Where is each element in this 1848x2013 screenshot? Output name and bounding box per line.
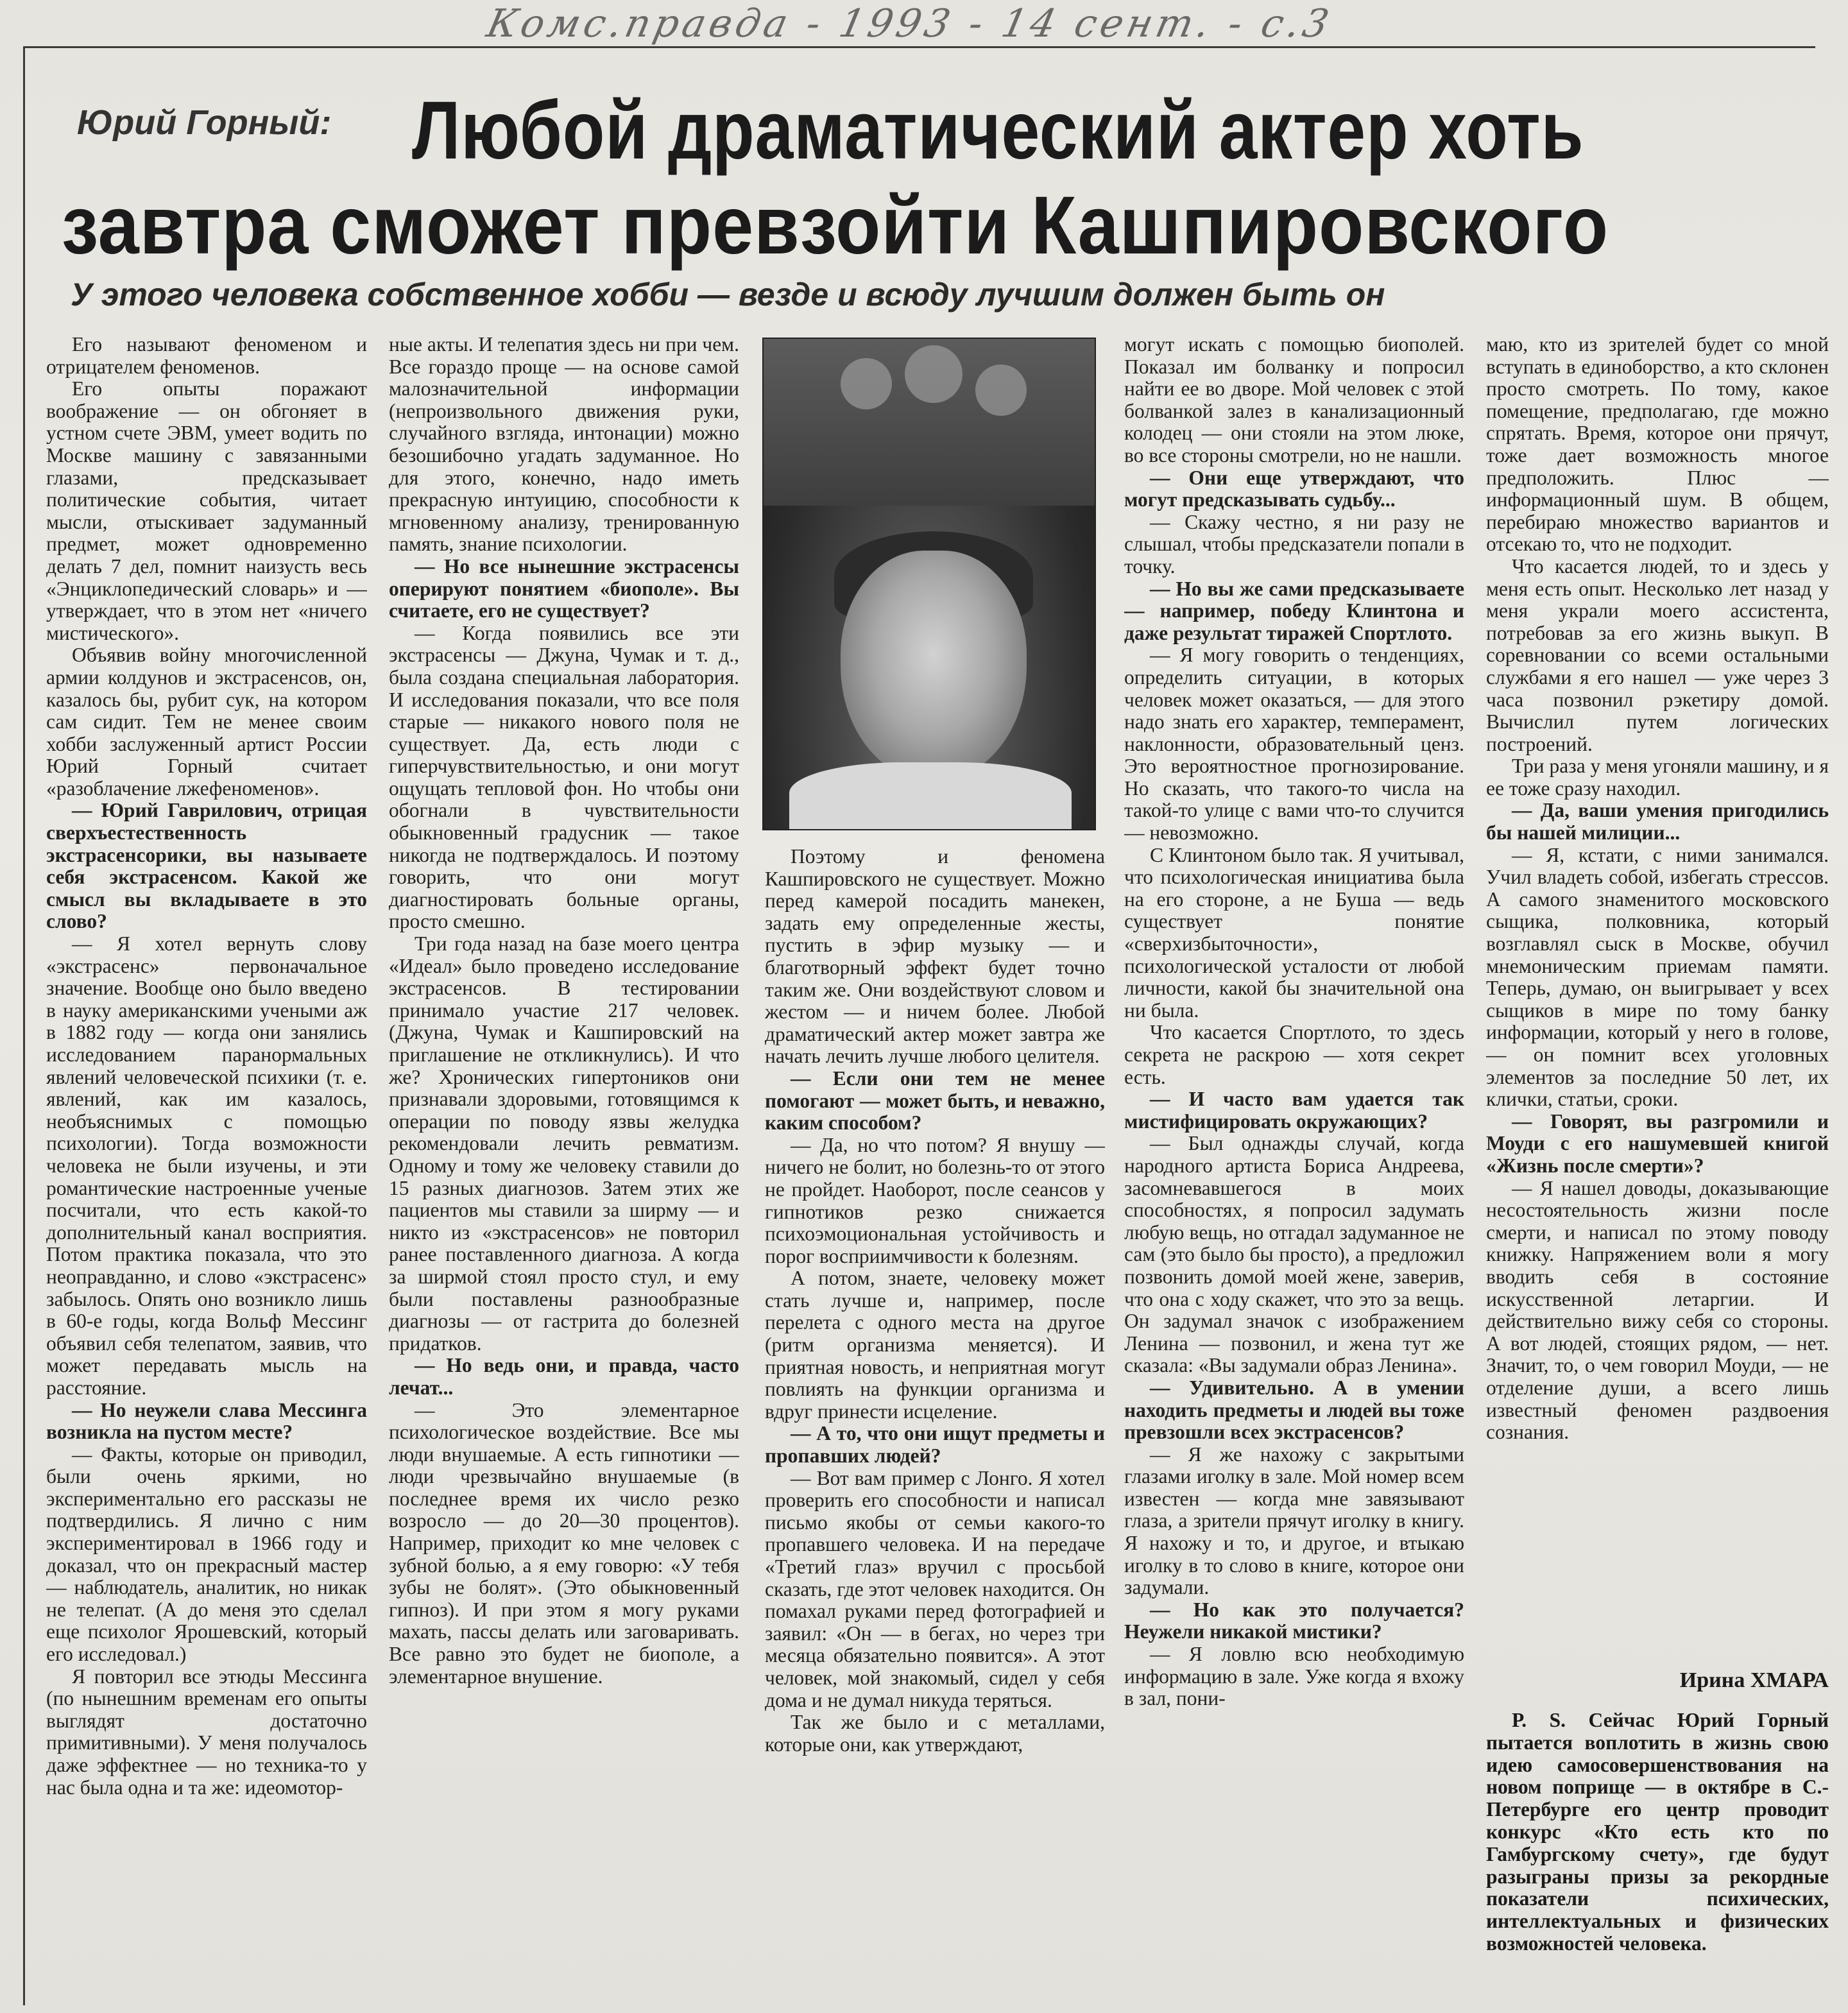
interview-question: — Но все нынешние экстрасенсы оперируют понятием «биополе». Вы считаете, его не существует? [389, 554, 739, 622]
interview-question: — Говорят, вы разгромили и Моуди с его нашумевшей книгой «Жизнь после смерти»? [1486, 1109, 1829, 1177]
interview-question: — Но неужели слава Мессинга возникла на пустом месте? [46, 1398, 367, 1444]
article-paragraph: Его опыты поражают воображение — он обгоняет в устном счете ЭВМ, умеет водить по Москве машину с завязанными глазами, предсказывает политические события, читает мысли, отыскивает задуманный предмет, может одновременно делать 7 дел, помнит наизусть весь «Энциклопедический словарь» и — утверждает, что в этом нет «ничего мистического». [46, 377, 367, 644]
interview-question: — Но как это получается? Неужели никакой мистики? [1124, 1598, 1464, 1643]
article-paragraph: — Факты, которые он приводил, были очень яркими, но экспериментально его рассказы не подтвердились. Я лично с ним экспериментировал в 1966 году и доказал, что он прекрасный мастер — наблюдатель, аналитик, но никак не телепат. (А до меня это сделал еще психолог Ярошевский, который его исследовал.) [46, 1443, 367, 1666]
article-headline [62, 83, 1794, 273]
article-paragraph: — Вот вам пример с Лонго. Я хотел проверить его способности и написал письмо якобы от семьи какого-то пропавшего человека. И на передаче «Третий глаз» вручил с просьбой сказать, где этот человек находится. Он помахал руками перед фотографией и заявил: «Он — в бегах, но через три месяца обязательно появится». А этот человек, мой знакомый, сидел у себя дома и не думал никуда теряться. [765, 1466, 1105, 1711]
article-paragraph: Его называют феноменом и отрицателем феноменов. [46, 334, 367, 378]
article-paragraph: Что касается Спортлото, то здесь секрета не раскрою — хотя секрет есть. [1124, 1021, 1464, 1088]
article-paragraph: Три года назад на базе моего центра «Идеал» было проведено исследование экстрасенсов. В тестировании принимало участие 217 человек. (Джуна, Чумак и Кашпировский на приглашение не откликнулись). И что же? Хронических гипертоников они признавали здоровыми, готовящимся к операции по поводу язвы желудка рекомендовали лечить ревматизм. Одному и тому же человеку ставили до 15 разных диагнозов. Затем этих же пациентов мы ставили за ширму — и никто из «экстрасенсов» не повторил ранее поставленного диагноза. А когда за ширмой стоял просто стул, и ему были поставлены разнообразные диагнозы — от гастрита до болезней придатков. [389, 932, 739, 1355]
icon-halo [975, 364, 1027, 416]
article-paragraph: — Это элементарное психологическое воздействие. Все мы люди внушаемые. А есть гипнотики — люди чрезвычайно внушаемые (в последнее время их число резко возросло — до 20—30 процентов). Например, приходит ко мне человек с зубной болью, а я ему говорю: «У тебя зубы не болят». (Это обыкновенный гипноз). И при этом я могу руками махать, пассы делать или заговаривать. Все равно это будет не биополе, а элементарное внушение. [389, 1398, 739, 1688]
article-paragraph: Так же было и с металлами, которые они, как утверждают, [765, 1711, 1105, 1756]
article-paragraph: — Я могу говорить о тенденциях, определить ситуации, в которых человек может оказаться, — для этого надо знать его характер, темперамент, наклонности, образовательный ценз. Это вероятностное прогнозирование. Но сказать, что такого-то числа на такой-то улице с вами что-то случится — невозможно. [1124, 644, 1464, 844]
text-column-2 [389, 334, 739, 2002]
postscript [1486, 1709, 1829, 1955]
article-paragraph: — Я же нахожу с закрытыми глазами иголку в зале. Мой номер всем известен — когда мне завязывают глаза, а зрители прячут иголку в книгу. Я нахожу и то, и другое, и втыкаю иголку в то слово в книге, которое они задумали. [1124, 1443, 1464, 1599]
article-paragraph: — Да, но что потом? Я внушу — ничего не болит, но болезнь-то от этого не пройдет. Наоборот, после сеансов у гипнотиков резко снижается психоэмоциональная устойчивость и порог восприимчивости к болезням. [765, 1133, 1105, 1267]
article-paragraph: — Был однажды случай, когда народного артиста Бориса Андреева, засомневавшегося в моих способностях, я попросил задумать любую вещь, но отгадал задуманное не сам (это было бы просто), а предложил позвонить домой моей жене, заверив, что она с ходу скажет, что это за вещь. Он задумал значок с изображением Ленина — позвонил, и жена тут же сказала: «Вы задумали образ Ленина». [1124, 1132, 1464, 1377]
handwritten-source-note: Комс.правда - 1993 - 14 сент. - с.3 [483, 1, 1337, 46]
article-paragraph: — Скажу честно, я ни разу не слышал, чтобы предсказатели попали в точку. [1124, 510, 1464, 578]
article-paragraph: А потом, знаете, человеку может стать лучше и, например, после перелета с одного места на другое (ритм организма меняется). И приятная новость, и неприятная могут повлиять на функции организма и вдруг принести исцеление. [765, 1267, 1105, 1423]
interview-question: — А то, что они ищут предметы и пропавших людей? [765, 1422, 1105, 1468]
interview-question: — Но вы же сами предсказываете — например, победу Клинтона и даже результат тиражей Спортлото. [1124, 577, 1464, 644]
article-paragraph: Что касается людей, то и здесь у меня есть опыт. Несколько лет назад у меня украли моего ассистента, потребовав за его жизнь выкуп. В соревновании со всеми остальными службами я его нашел — уже через 3 часа позвонил рэкетиру домой. Вычислил путем логических построений. [1486, 554, 1829, 755]
icon-halo [841, 358, 892, 409]
text-column-4 [1124, 334, 1464, 2002]
text-column-3 [765, 846, 1105, 2001]
postscript-text: Р. S. Сейчас Юрий Горный пытается воплотить в жизнь свою идею самосовершенствования на новом поприще — в октябре в С.-Петербурге его центр проводит конкурс «Кто есть кто по Гамбургскому счету», где будут разыграны призы за рекордные показатели психических, интеллектуальных и физических возможностей человека. [1486, 1709, 1829, 1955]
article-paragraph: — Я ловлю всю необходимую информацию в зале. Уже когда я вхожу в зал, пони- [1124, 1643, 1464, 1710]
article-subhead: У этого человека собственное хобби — везде и всюду лучшим должен быть он [71, 277, 1385, 313]
article-paragraph: Три раза у меня угоняли машину, и я ее тоже сразу находил. [1486, 755, 1829, 800]
text-column-5 [1486, 334, 1829, 1681]
article-paragraph: — Я нашел доводы, доказывающие несостоятельность жизни после смерти, и написал по этому поводу книжку. Напряжением воли я могу вводить себя в состояние искусственной летаргии. И действительно вижу себя со стороны. А вот людей, стоящих рядом, — нет. Значит, то, о чем говорил Моуди, — не отделение души, а всего лишь известный феномен раздвоения сознания. [1486, 1176, 1829, 1444]
article-paragraph: маю, кто из зрителей будет со мной вступать в единоборство, а кто склонен просто смотреть. По тому, какое помещение, предполагаю, где можно спрятать. Время, которое они прячут, тоже дает возможность многое предположить. Плюс — информационный шум. В общем, перебираю множество вариантов и отсекаю то, что не подходит. [1486, 334, 1829, 556]
interview-question: — Юрий Гаврилович, отрицая сверхъестественность экстрасенсорики, вы называете себя экстрасенсом. Какой же смысл вы вкладываете в это слово? [46, 799, 367, 933]
article-paragraph: Поэтому и феномена Кашпировского не существует. Можно перед камерой посадить манекен, задать ему определенные жесты, пустить в эфир музыку — и благотворный эффект будет точно таким же. Они воздействуют словом и жестом — и ничем более. Любой драматический актер может завтра же начать лечить лучше любого целителя. [765, 846, 1105, 1068]
article-paragraph: Я повторил все этюды Мессинга (по нынешним временам его опыты выглядят достаточно примитивными). У меня получалось даже эффектнее — но техника-то у нас была одна и та же: идеомотор- [46, 1665, 367, 1799]
article-paragraph: — Когда появились все эти экстрасенсы — Джуна, Чумак и т. д., была создана специальная лаборатория. И исследования показали, что все поля старые — никакого нового поля не существует. Да, есть люди с гиперчувствительностью, и они могут ощущать тепловой фон. Но чтобы они обогнали в чувствительности обыкновенный градусник — такое никогда не подтверждалось. И поэтому говорить, что они могут диагностировать больные органы, просто смешно. [389, 621, 739, 933]
portrait-face [841, 551, 1027, 782]
author-signature: Ирина ХМАРА [1679, 1668, 1829, 1692]
article-paragraph: — Я хотел вернуть слову «экстрасенс» первоначальное значение. Вообще оно было введено в науку американскими учеными аж в 1882 году — когда они занялись исследованием паранормальных явлений человеческой психики (т. е. явлений, как им казалось, необъяснимых с помощью психологии). Тогда возможности человека не были изучены, и эти романтические настроенные ученые посчитали, что есть какой-то дополнительный канал восприятия. Потом практика показала, что это неоправданно, и слово «экстрасенс» забылось. Опять оно возникло лишь в 60-е годы, когда Вольф Мессинг объявил себя телепатом, заявив, что может передавать мысль на расстояние. [46, 932, 367, 1399]
headline-line-1: Любой драматический актер хоть [412, 85, 1584, 176]
article-paragraph: ные акты. И телепатия здесь ни при чем. Все гораздо проще — на основе самой малозначительной информации (непроизвольного движения руки, случайного взгляда, интонации) можно безошибочно угадать задуманное. Но для этого, конечно, надо иметь прекрасную интуицию, способности к мгновенному анализу, тренированную память, знание психологии. [389, 334, 739, 556]
interview-question: — Они еще утверждают, что могут предсказывать судьбу... [1124, 466, 1464, 511]
interview-question: — Да, ваши умения пригодились бы нашей милиции... [1486, 799, 1829, 844]
icon-halo [905, 345, 963, 403]
article-paragraph: Объявив войну многочисленной армии колдунов и экстрасенсов, он, казалось бы, рубит сук, на котором сам сидит. Тем не менее своим хобби заслуженный артист России Юрий Горный считает «разоблачение лжефеноменов». [46, 644, 367, 800]
article-paragraph: — Я, кстати, с ними занимался. Учил владеть собой, избегать стрессов. А самого знаменитого московского сыщика, полковника, который возглавлял сыск в Москве, обучил мнемоническим приемам памяти. Теперь, думаю, он выигрывает у всех сыщиков в мире по тому банку информации, который у него в голове, — он помнит всех уголовных элементов за последние 50 лет, их клички, статьи, сроки. [1486, 843, 1829, 1111]
portrait-photo [762, 338, 1096, 830]
text-column-1 [46, 334, 367, 2002]
article-paragraph: могут искать с помощью биополей. Показал им болванку и попросил найти ее во дворе. Мой человек с этой болванкой залез в канализационный колодец — они стояли на этом люке, во все стороны смотрели, но не нашли. [1124, 334, 1464, 467]
portrait-collar [789, 762, 1072, 830]
interview-question: — Удивительно. А в умении находить предметы и людей вы тоже превзошли всех экстрасенсов? [1124, 1376, 1464, 1444]
article-byline: Юрий Горный: [77, 103, 332, 142]
article-paragraph: С Клинтоном было так. Я учитывал, что психологическая инициатива была на его стороне, а не Буша — ведь существует понятие «сверхизбыточности», психологической усталости от любой личности, какой бы значительной она ни была. [1124, 843, 1464, 1022]
headline-line-2: завтра сможет превзойти Кашпировского [62, 180, 1609, 271]
interview-question: — Если они тем не менее помогают — может быть, и неважно, каким способом? [765, 1066, 1105, 1135]
interview-question: — И часто вам удается так мистифицировать окружающих? [1124, 1088, 1464, 1133]
interview-question: — Но ведь они, и правда, часто лечат... [389, 1354, 739, 1399]
